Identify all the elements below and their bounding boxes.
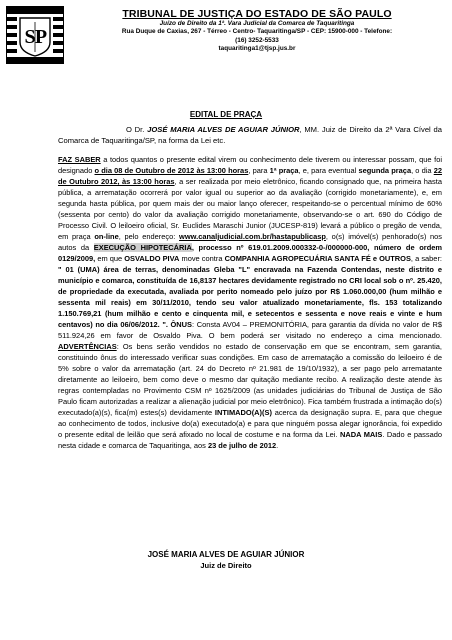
execution-type: EXECUÇÃO HIPOTECÁRIA <box>93 243 192 252</box>
tjsp-seal-logo <box>6 6 64 64</box>
svg-text:P: P <box>34 26 48 48</box>
online-label: on-line <box>94 232 119 241</box>
property-description: " 01 (UMA) área de terras, denominadas Gleba "L" encravada na Fazenda Contendas, neste distrito e município e comarca, constituída de 16,8137 hectares devidamente registrado no CRI local sob o nº. 25.420, de propriedade da executada, avaliada por perito nomeado pelo juízo por R$ 1.060.000,00 (hum milhão e sessenta mil reais) em 30/11/2010, tendo seu valor atualizado monetariamente, fls. 153 totalizando 1.150.769,21 (hum milhão e cento e cinquenta mil, e setecentos e sessenta e nove reais e vinte e hum centavos) no dia 06/06/2012. ". ÔNUS <box>58 265 442 329</box>
intro-paragraph <box>58 124 442 146</box>
process-number: , processo nº 619.01.2009.000332-0-/000000-000, número de ordem 0129/2009, <box>58 243 442 263</box>
body-text: , a saber: <box>410 254 442 263</box>
body-text: : Consta AV04 – PREMONITÓRIA, para garantia da dívida no valor de R$ 511.924,26 em favor de Osvaldo Piva. O bem poderá ser visitado no endereço a cima mencionado. <box>58 320 442 340</box>
body-text: a todos quantos o presente edital virem ou conhecimento dele tiverem ou interessar possam, que foi designado <box>58 155 442 175</box>
second-date: 22 de Outubro 2012, às 13:00 horas <box>58 166 442 186</box>
debtor-name: COMPANHIA AGROPECUÁRIA SANTA FÉ e OUTROS <box>224 254 411 263</box>
first-auction: 1ª praça <box>269 166 299 175</box>
body-text: em que <box>95 254 125 263</box>
body-text: acerca da designação supra. E, para que chegue ao conhecimento de todos, inclusive do(a) executado(a) e para que ninguém possa alegar ignorância, foi expedido o presente edital de leilão que será afixado no local de costume e na forma da Lei. <box>58 408 442 439</box>
advertencias-label: ADVERTÊNCIAS <box>58 342 117 351</box>
body-text: , o dia <box>411 166 434 175</box>
nada-mais: NADA MAIS <box>339 430 383 439</box>
svg-text:S: S <box>24 26 36 48</box>
court-phone: (16) 3252-5533 <box>235 36 279 44</box>
body-text: . <box>276 441 279 450</box>
intimados-label: INTIMADO(A)(S) <box>214 408 272 417</box>
body-text: , a ser realizada por meio eletrônico, ficando consignado que, na primeira hasta pública, a arrematação ocorrerá por valor igual ou superior ao da avaliação (corrigido monetariamente), e, em segunda hasta pública, por quem mais der ou maior lanço oferecer, respeitando-se o percentual mínimo de 60% (sessenta por cento) do valor da avaliação corrigido monetariamente, observando-se o art. 690 do Código de Processo Civil. O leiloeiro oficial, Sr. Euclides Maraschi Junior (JUCESP-819) levará a público o pregão de venda, em praça <box>58 177 442 241</box>
document-title: EDITAL DE PRAÇA <box>189 110 263 119</box>
court-header <box>68 8 446 54</box>
court-title: TRIBUNAL DE JUSTIÇA DO ESTADO DE SÃO PAULO <box>122 8 392 20</box>
auction-website-link[interactable]: www.canaljudicial.com.br/hastapublicasp <box>179 232 326 241</box>
signature-role: Juiz de Direito <box>200 561 252 570</box>
body-text: , para <box>248 166 270 175</box>
body-text: . Dado e passado nesta cidade e comarca de Taquaritinga, aos <box>58 430 442 450</box>
issue-date: 23 de julho de 2012 <box>207 441 277 450</box>
faz-saber: FAZ SABER <box>58 155 101 164</box>
second-auction: segunda praça <box>358 166 412 175</box>
body-text: , o(s) imóvel(s) penhorado(s) nos autos da <box>58 232 442 252</box>
intro-text-2: , MM. Juiz de Direito da 2ª Vara Cível da Comarca de Taquaritinga/SP, na forma da Lei etc. <box>58 125 442 145</box>
judge-name: JOSÉ MARIA ALVES DE AGUIAR JÚNIOR <box>147 125 300 134</box>
creditor-name: OSVALDO PIVA <box>124 254 180 263</box>
court-address: Rua Duque de Caxias, 267 - Térreo - Centro- Taquaritinga/SP - CEP: 15900-000 - Telefone: <box>121 28 393 36</box>
body-text: , e, para eventual <box>298 166 359 175</box>
intro-text-1: O Dr. <box>126 125 148 134</box>
body-text: , pelo endereço: <box>118 232 180 241</box>
edital-body <box>58 154 442 451</box>
court-email: taquaritinga1@tjsp.jus.br <box>218 45 296 53</box>
body-text: move contra <box>179 254 225 263</box>
body-text: : Os bens serão vendidos no estado de conservação em que se encontram, sem garantia, constituindo ônus do interessado verificar suas condições. Em caso de arrematação a comissão do leiloeiro é de 5% sobre o valor da arrematação (art. 24 do Decreto nº 21.981 de 19/10/1932), a ser pago pelo arrematante diretamente ao leiloeiro, bem como deve o mesmo dar quitação mediante recibo. A realização deste atende às regras contempladas no Provimento CSM nº 1625/2009 (as unidades judiciárias do Tribunal de Justiça de São Paulo ficam autorizadas a realizar a alienação judicial por meio eletrônico). Fica também frustrada a intimação do(s) executado(a)(s), fica(m) estes(s) devidamente <box>58 342 442 417</box>
signature-name: JOSÉ MARIA ALVES DE AGUIAR JÚNIOR <box>147 550 305 559</box>
first-date: o dia 08 de Outubro de 2012 às 13:00 horas <box>94 166 249 175</box>
court-unit: Juízo de Direito da 1ª. Vara Judicial da Comarca de Taquaritinga <box>159 20 355 27</box>
